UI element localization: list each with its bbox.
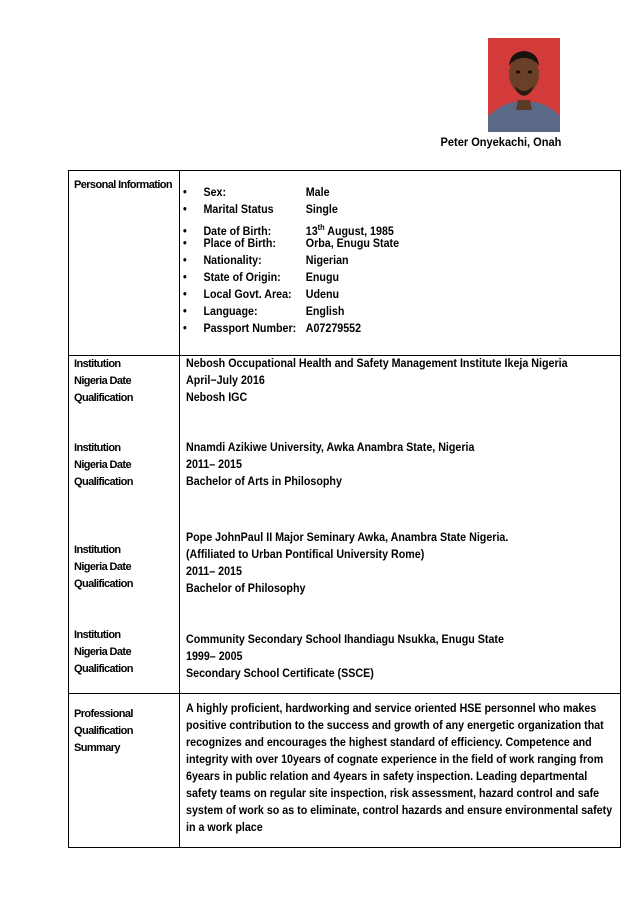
- qualification-label: Qualification: [74, 578, 133, 590]
- personal-information-label: Personal Information: [74, 179, 173, 191]
- institution-affiliation: (Affiliated to Urban Pontifical University Rome): [186, 549, 425, 561]
- summary-label: Summary: [74, 742, 120, 754]
- personal-item: • Local Govt. Area: Udenu: [183, 289, 340, 301]
- education-date: 1999– 2005: [186, 651, 243, 663]
- summary-line: system of work so as to eliminate, control hazards and ensure environmental safety: [186, 805, 613, 817]
- institution-name: Community Secondary School Ihandiagu Nsukka, Enugu State: [186, 634, 504, 646]
- summary-line: positive contribution to the success and growth of any energetic organization that: [186, 720, 604, 732]
- institution-label: Institution: [74, 442, 121, 454]
- institution-label: Institution: [74, 544, 121, 556]
- institution-name: Nebosh Occupational Health and Safety Management Institute Ikeja Nigeria: [186, 358, 568, 370]
- person-name: Peter Onyekachi, Onah: [440, 135, 561, 149]
- education-date: 2011– 2015: [186, 459, 242, 471]
- institution-label: Institution: [74, 629, 121, 641]
- qualification-label: Qualification: [74, 476, 133, 488]
- qualification-name: Bachelor of Philosophy: [186, 583, 306, 595]
- personal-item: • Sex: Male: [183, 187, 330, 199]
- column-divider: [179, 171, 180, 847]
- institution-name: Pope JohnPaul II Major Seminary Awka, Anambra State Nigeria.: [186, 532, 509, 544]
- qualification-name: Nebosh IGC: [186, 392, 248, 404]
- personal-item: • Date of Birth: 13th August, 1985: [183, 223, 394, 238]
- profile-photo: [488, 38, 560, 132]
- summary-line: safety teams on regular site inspection, risk assessment, hazard control and safe: [186, 788, 600, 800]
- personal-item: • Place of Birth: Orba, Enugu State: [183, 238, 400, 250]
- personal-item: • Nationality: Nigerian: [183, 255, 349, 267]
- qualification-name: Secondary School Certificate (SSCE): [186, 668, 374, 680]
- summary-line: A highly proficient, hardworking and service oriented HSE personnel who makes: [186, 703, 597, 715]
- date-label: Nigeria Date: [74, 646, 131, 658]
- personal-item: • Marital Status Single: [183, 204, 338, 216]
- institution-label: Institution: [74, 358, 121, 370]
- qualification-label: Qualification: [74, 725, 133, 737]
- institution-name: Nnamdi Azikiwe University, Awka Anambra State, Nigeria: [186, 442, 475, 454]
- summary-line: recognizes and encourages the highest standard of efficiency. Competence and: [186, 737, 592, 749]
- personal-item: • State of Origin: Enugu: [183, 272, 340, 284]
- personal-item: • Passport Number: A07279552: [183, 323, 362, 335]
- cv-table: [68, 170, 621, 848]
- summary-line: integrity with over 10years of cognate experience in the field of work ranging from: [186, 754, 604, 766]
- qualification-name: Bachelor of Arts in Philosophy: [186, 476, 342, 488]
- date-label: Nigeria Date: [74, 375, 131, 387]
- professional-label: Professional: [74, 708, 133, 720]
- date-label: Nigeria Date: [74, 561, 131, 573]
- qualification-label: Qualification: [74, 663, 133, 675]
- professional-summary: [186, 701, 614, 837]
- qualification-label: Qualification: [74, 392, 133, 404]
- education-date: 2011– 2015: [186, 566, 242, 578]
- summary-line: 6years in public relation and 4years in safety inspection. Leading departmental: [186, 771, 588, 783]
- education-date: April−July 2016: [186, 375, 265, 387]
- personal-item: • Language: English: [183, 306, 345, 318]
- date-label: Nigeria Date: [74, 459, 131, 471]
- summary-line: in a work place: [186, 822, 263, 834]
- row-divider: [69, 693, 620, 694]
